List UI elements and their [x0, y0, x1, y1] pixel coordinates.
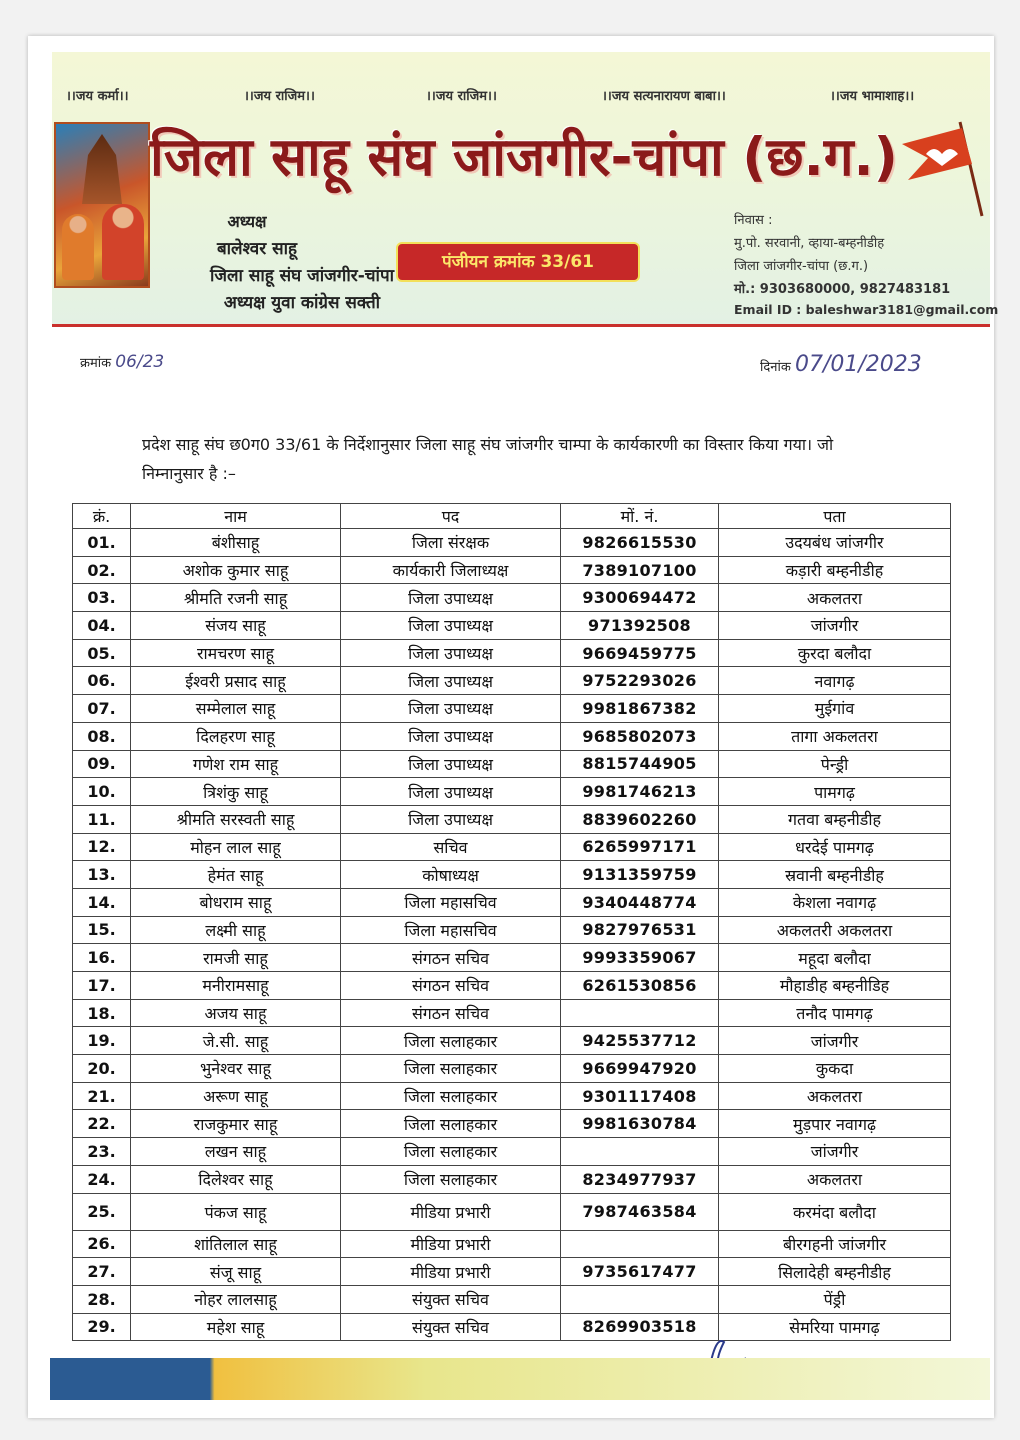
table-row	[73, 556, 951, 584]
reference-value: 06/23	[115, 352, 165, 372]
cell-post: मीडिया प्रभारी	[341, 1193, 561, 1230]
cell-address: कुकदा	[719, 1055, 951, 1083]
cell-post: जिला महासचिव	[341, 916, 561, 944]
cell-name: लखन साहू	[131, 1138, 341, 1166]
cell-address: कुरदा बलौदा	[719, 639, 951, 667]
president-org: जिला साहू संघ जांजगीर-चांपा	[209, 266, 395, 286]
table-row	[73, 695, 951, 723]
cell-post: संगठन सचिव	[341, 972, 561, 1000]
table-row	[73, 612, 951, 640]
cell-post: जिला सलाहकार	[341, 1082, 561, 1110]
cell-name: श्रीमति सरस्वती साहू	[131, 805, 341, 833]
cell-serial: 20.	[73, 1055, 131, 1083]
cell-post: संगठन सचिव	[341, 999, 561, 1027]
slogan-5: ।।जय भामाशाह।।	[830, 89, 915, 104]
cell-serial: 16.	[73, 944, 131, 972]
cell-name: हेमंत साहू	[131, 861, 341, 889]
table-row	[73, 667, 951, 695]
slogan-4: ।।जय सत्यनारायण बाबा।।	[602, 89, 726, 104]
table-row	[73, 639, 951, 667]
cell-serial: 04.	[73, 612, 131, 640]
cell-post: जिला उपाध्यक्ष	[341, 667, 561, 695]
cell-post: जिला सलाहकार	[341, 1110, 561, 1138]
date-label: दिनांक	[760, 360, 791, 375]
cell-address: जांजगीर	[719, 1138, 951, 1166]
cell-mobile: 9425537712	[561, 1027, 719, 1055]
cell-name: रामचरण साहू	[131, 639, 341, 667]
cell-name: अशोक कुमार साहू	[131, 556, 341, 584]
cell-serial: 29.	[73, 1313, 131, 1341]
cell-post: कोषाध्यक्ष	[341, 861, 561, 889]
cell-mobile: 9735617477	[561, 1258, 719, 1286]
cell-mobile: 9827976531	[561, 916, 719, 944]
cell-mobile: 9981630784	[561, 1110, 719, 1138]
phone-numbers: मो.: 9303680000, 9827483181	[734, 282, 951, 297]
cell-address: धरदेई पामगढ़	[719, 833, 951, 861]
cell-name: अरूण साहू	[131, 1082, 341, 1110]
cell-address: स्रवानी बम्हनीडीह	[719, 861, 951, 889]
cell-serial: 15.	[73, 916, 131, 944]
table-row	[73, 916, 951, 944]
cell-mobile	[561, 1138, 719, 1166]
cell-mobile: 6265997171	[561, 833, 719, 861]
cell-address: जांजगीर	[719, 1027, 951, 1055]
slogan-2: ।।जय राजिम।।	[244, 89, 315, 104]
date-value: 07/01/2023	[794, 352, 922, 377]
cell-address: तनौद पामगढ़	[719, 999, 951, 1027]
cell-serial: 13.	[73, 861, 131, 889]
president-label: अध्यक्ष	[227, 212, 267, 231]
cell-name: भुनेश्वर साहू	[131, 1055, 341, 1083]
cell-mobile: 9826615530	[561, 529, 719, 557]
cell-post: मीडिया प्रभारी	[341, 1258, 561, 1286]
cell-address: महूदा बलौदा	[719, 944, 951, 972]
cell-name: सम्मेलाल साहू	[131, 695, 341, 723]
header-address: पता	[719, 504, 951, 529]
cell-serial: 25.	[73, 1193, 131, 1230]
table-row	[73, 529, 951, 557]
cell-name: गणेश राम साहू	[131, 750, 341, 778]
letter-date	[760, 352, 922, 377]
cell-serial: 05.	[73, 639, 131, 667]
cell-address: गतवा बम्हनीडीह	[719, 805, 951, 833]
registration-badge: पंजीयन क्रमांक 33/61	[396, 242, 640, 282]
cell-name: रामजी साहू	[131, 944, 341, 972]
address-label: निवास :	[734, 213, 773, 228]
table-row	[73, 750, 951, 778]
cell-post: जिला उपाध्यक्ष	[341, 612, 561, 640]
cell-serial: 07.	[73, 695, 131, 723]
cell-mobile: 9685802073	[561, 722, 719, 750]
cell-serial: 28.	[73, 1285, 131, 1313]
cell-post: जिला उपाध्यक्ष	[341, 639, 561, 667]
cell-post: संयुक्त सचिव	[341, 1313, 561, 1341]
cell-serial: 11.	[73, 805, 131, 833]
cell-post: मीडिया प्रभारी	[341, 1230, 561, 1258]
cell-name: ईश्वरी प्रसाद साहू	[131, 667, 341, 695]
deity-image	[54, 122, 150, 288]
cell-serial: 12.	[73, 833, 131, 861]
cell-mobile: 7389107100	[561, 556, 719, 584]
cell-name: राजकुमार साहू	[131, 1110, 341, 1138]
cell-post: जिला महासचिव	[341, 888, 561, 916]
table-header-row	[73, 504, 951, 529]
cell-address: केशला नवागढ़	[719, 888, 951, 916]
cell-post: कार्यकारी जिलाध्यक्ष	[341, 556, 561, 584]
cell-mobile: 8234977937	[561, 1165, 719, 1193]
cell-post: संयुक्त सचिव	[341, 1285, 561, 1313]
cell-serial: 06.	[73, 667, 131, 695]
cell-address: अकलतरी अकलतरा	[719, 916, 951, 944]
organization-title: जिला साहू संघ जांजगीर-चांपा (छ.ग.)	[150, 127, 898, 188]
cell-address: जांजगीर	[719, 612, 951, 640]
cell-mobile	[561, 1230, 719, 1258]
cell-mobile: 9981746213	[561, 778, 719, 806]
cell-post: जिला सलाहकार	[341, 1055, 561, 1083]
cell-serial: 19.	[73, 1027, 131, 1055]
table-row	[73, 805, 951, 833]
cell-address: बीरगहनी जांजगीर	[719, 1230, 951, 1258]
table-row	[73, 722, 951, 750]
slogan-3: ।।जय राजिम।।	[426, 89, 497, 104]
table-row	[73, 1110, 951, 1138]
cell-mobile: 9669947920	[561, 1055, 719, 1083]
cell-serial: 18.	[73, 999, 131, 1027]
slogan-1: ।।जय कर्मा।।	[66, 89, 129, 104]
table-row	[73, 1285, 951, 1313]
cell-serial: 23.	[73, 1138, 131, 1166]
cell-mobile: 971392508	[561, 612, 719, 640]
cell-post: जिला संरक्षक	[341, 529, 561, 557]
table-row	[73, 778, 951, 806]
cell-name: लक्ष्मी साहू	[131, 916, 341, 944]
cell-address: कड़ारी बम्हनीडीह	[719, 556, 951, 584]
cell-name: त्रिशंकु साहू	[131, 778, 341, 806]
table-row	[73, 999, 951, 1027]
cell-name: दिलेश्वर साहू	[131, 1165, 341, 1193]
cell-address: मुईगांव	[719, 695, 951, 723]
flag-icon	[898, 118, 988, 218]
cell-mobile: 9300694472	[561, 584, 719, 612]
cell-name: शांतिलाल साहू	[131, 1230, 341, 1258]
table-body	[73, 529, 951, 1341]
cell-mobile: 9752293026	[561, 667, 719, 695]
cell-mobile: 9340448774	[561, 888, 719, 916]
table-row	[73, 972, 951, 1000]
table-row	[73, 1082, 951, 1110]
members-table	[72, 503, 950, 1341]
cell-serial: 26.	[73, 1230, 131, 1258]
reference-label: क्रमांक	[80, 356, 112, 371]
cell-post: जिला सलाहकार	[341, 1027, 561, 1055]
cell-name: पंकज साहू	[131, 1193, 341, 1230]
cell-name: बोधराम साहू	[131, 888, 341, 916]
cell-serial: 09.	[73, 750, 131, 778]
cell-post: जिला सलाहकार	[341, 1138, 561, 1166]
cell-address: पेन्ड्री	[719, 750, 951, 778]
table-row	[73, 1258, 951, 1286]
table-row	[73, 1230, 951, 1258]
cell-address: मौहाडीह बम्हनीडिह	[719, 972, 951, 1000]
cell-name: महेश साहू	[131, 1313, 341, 1341]
cell-mobile	[561, 1285, 719, 1313]
table-row	[73, 944, 951, 972]
table-row	[73, 1165, 951, 1193]
table-row	[73, 1138, 951, 1166]
cell-mobile: 9301117408	[561, 1082, 719, 1110]
cell-address: अकलतरा	[719, 1165, 951, 1193]
letterhead-banner	[52, 52, 999, 327]
cell-address: अकलतरा	[719, 1082, 951, 1110]
cell-serial: 21.	[73, 1082, 131, 1110]
header-serial: क्रं.	[73, 504, 131, 529]
cell-name: दिलहरण साहू	[131, 722, 341, 750]
cell-serial: 27.	[73, 1258, 131, 1286]
cell-serial: 03.	[73, 584, 131, 612]
cell-name: संजू साहू	[131, 1258, 341, 1286]
table-row	[73, 1055, 951, 1083]
cell-serial: 24.	[73, 1165, 131, 1193]
reference-number	[80, 352, 164, 372]
cell-address: उदयबंध जांजगीर	[719, 529, 951, 557]
email-address: Email ID : baleshwar3181@gmail.com	[734, 302, 999, 317]
cell-mobile: 9981867382	[561, 695, 719, 723]
cell-serial: 08.	[73, 722, 131, 750]
cell-address: तागा अकलतरा	[719, 722, 951, 750]
table-row	[73, 861, 951, 889]
cell-serial: 01.	[73, 529, 131, 557]
intro-paragraph: प्रदेश साहू संघ छ0ग0 33/61 के निर्देशानुसार जिला साहू संघ जांजगीर चाम्पा के कार्यकारणी का विस्तार किया गया। जो निम्नानुसार है :–	[142, 435, 834, 483]
cell-mobile: 9669459775	[561, 639, 719, 667]
address-block	[734, 210, 999, 322]
cell-name: श्रीमति रजनी साहू	[131, 584, 341, 612]
footer-band	[50, 1358, 990, 1400]
cell-name: अजय साहू	[131, 999, 341, 1027]
table-row	[73, 1027, 951, 1055]
header-name: नाम	[131, 504, 341, 529]
address-line-2: जिला जांजगीर-चांपा (छ.ग.)	[734, 259, 869, 274]
cell-address: करमंदा बलौदा	[719, 1193, 951, 1230]
cell-mobile: 8269903518	[561, 1313, 719, 1341]
cell-post: जिला उपाध्यक्ष	[341, 722, 561, 750]
cell-post: जिला उपाध्यक्ष	[341, 778, 561, 806]
cell-serial: 17.	[73, 972, 131, 1000]
cell-post: सचिव	[341, 833, 561, 861]
cell-address: सेमरिया पामगढ़	[719, 1313, 951, 1341]
cell-post: जिला सलाहकार	[341, 1165, 561, 1193]
cell-post: जिला उपाध्यक्ष	[341, 584, 561, 612]
cell-address: पेंड्री	[719, 1285, 951, 1313]
president-post: अध्यक्ष युवा कांग्रेस सक्ती	[223, 293, 381, 313]
cell-name: जे.सी. साहू	[131, 1027, 341, 1055]
cell-name: मोहन लाल साहू	[131, 833, 341, 861]
cell-name: बंशीसाहू	[131, 529, 341, 557]
cell-serial: 02.	[73, 556, 131, 584]
cell-name: नोहर लालसाहू	[131, 1285, 341, 1313]
cell-mobile: 9131359759	[561, 861, 719, 889]
cell-post: जिला उपाध्यक्ष	[341, 805, 561, 833]
cell-mobile: 9993359067	[561, 944, 719, 972]
cell-serial: 14.	[73, 888, 131, 916]
cell-mobile: 8815744905	[561, 750, 719, 778]
table-row	[73, 1193, 951, 1230]
cell-address: पामगढ़	[719, 778, 951, 806]
cell-serial: 10.	[73, 778, 131, 806]
cell-name: मनीरामसाहू	[131, 972, 341, 1000]
president-name: बालेश्वर साहू	[216, 239, 298, 259]
cell-address: नवागढ़	[719, 667, 951, 695]
cell-mobile: 8839602260	[561, 805, 719, 833]
cell-mobile: 7987463584	[561, 1193, 719, 1230]
cell-address: अकलतरा	[719, 584, 951, 612]
cell-address: सिलादेही बम्हनीडीह	[719, 1258, 951, 1286]
cell-address: मुड़पार नवागढ़	[719, 1110, 951, 1138]
cell-serial: 22.	[73, 1110, 131, 1138]
address-line-1: मु.पो. सरवानी, व्हाया-बम्हनीडीह	[734, 236, 885, 251]
header-mobile: मों. नं.	[561, 504, 719, 529]
table-row	[73, 584, 951, 612]
cell-name: संजय साहू	[131, 612, 341, 640]
table-row	[73, 833, 951, 861]
cell-mobile: 6261530856	[561, 972, 719, 1000]
slogan-row	[52, 86, 990, 110]
cell-post: संगठन सचिव	[341, 944, 561, 972]
header-post: पद	[341, 504, 561, 529]
table-row	[73, 888, 951, 916]
cell-post: जिला उपाध्यक्ष	[341, 750, 561, 778]
cell-mobile	[561, 999, 719, 1027]
cell-post: जिला उपाध्यक्ष	[341, 695, 561, 723]
table-row	[73, 1313, 951, 1341]
